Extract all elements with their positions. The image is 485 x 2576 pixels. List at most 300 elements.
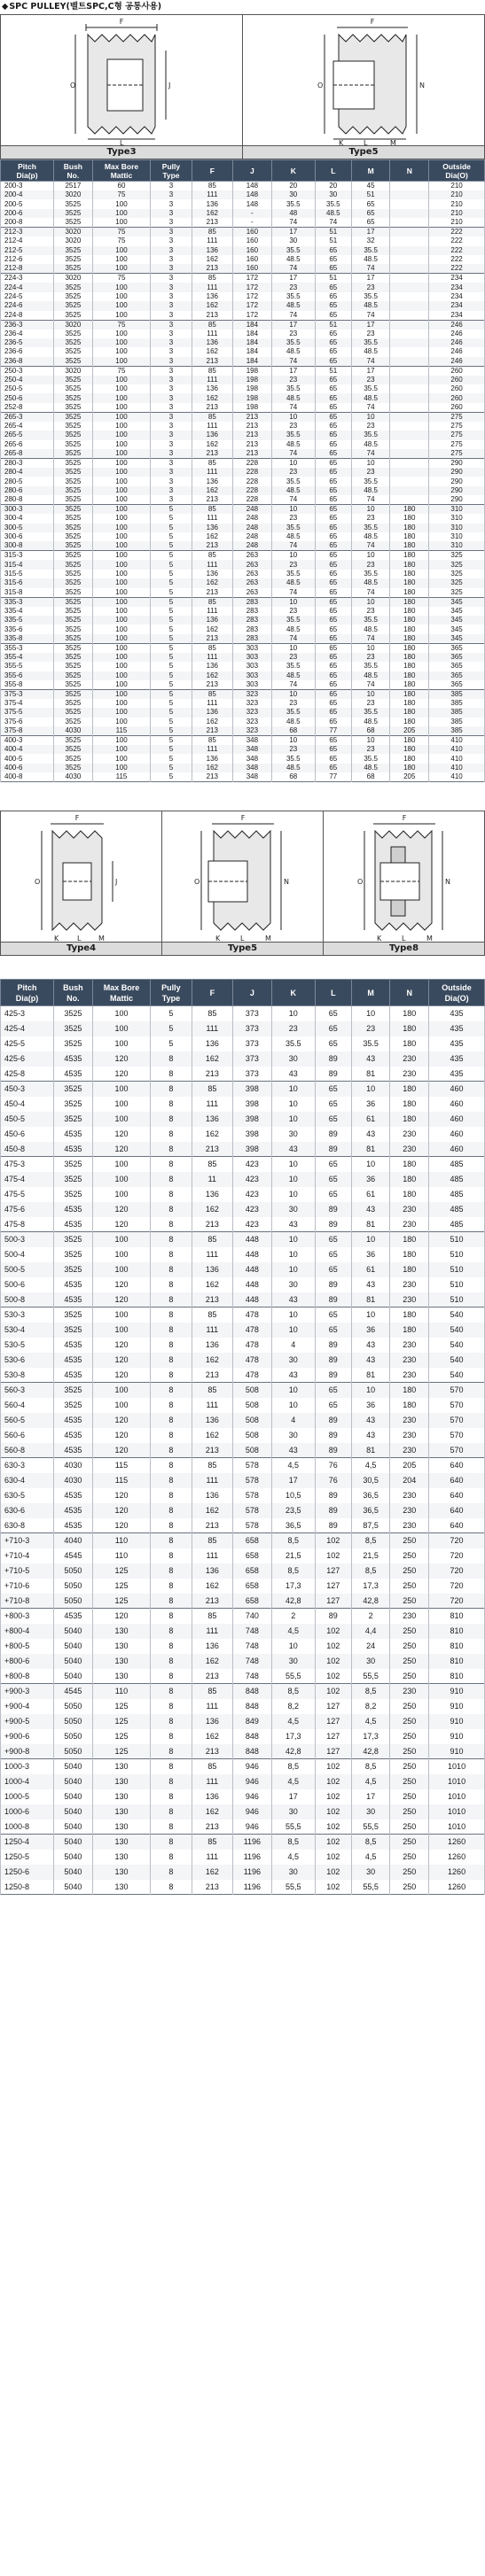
cell-j: 172 bbox=[233, 274, 272, 283]
header-j: J bbox=[233, 980, 272, 1006]
cell-m: 43 bbox=[351, 1338, 390, 1353]
cell-pully-type: 8 bbox=[151, 1699, 192, 1714]
cell-f: 11 bbox=[192, 1172, 232, 1187]
cell-max-bore: 100 bbox=[92, 440, 151, 449]
cell-f: 213 bbox=[192, 1217, 232, 1232]
cell-l: 65 bbox=[315, 486, 351, 495]
cell-j: 578 bbox=[233, 1473, 272, 1488]
cell-outside-dia: 1010 bbox=[429, 1789, 485, 1804]
cell-max-bore: 125 bbox=[92, 1729, 151, 1744]
cell-f: 111 bbox=[192, 1624, 232, 1639]
cell-m: 35.5 bbox=[351, 708, 390, 717]
cell-j: 323 bbox=[233, 689, 272, 699]
cell-n: 180 bbox=[390, 514, 429, 523]
cell-f: 85 bbox=[192, 1383, 232, 1398]
cell-outside-dia: 485 bbox=[429, 1202, 485, 1217]
cell-pitch-dia: 375-4 bbox=[1, 699, 54, 708]
cell-f: 111 bbox=[192, 560, 232, 569]
cell-m: 17 bbox=[351, 320, 390, 330]
cell-bush-no: 3525 bbox=[54, 754, 93, 763]
cell-j: 160 bbox=[233, 237, 272, 245]
cell-pitch-dia: 375-3 bbox=[1, 689, 54, 699]
cell-bush-no: 3525 bbox=[54, 671, 93, 680]
cell-j: 748 bbox=[233, 1669, 272, 1684]
cell-n: 180 bbox=[390, 1021, 429, 1036]
cell-m: 35.5 bbox=[351, 246, 390, 255]
cell-l: 65 bbox=[315, 616, 351, 625]
pulley-drawing-type4 bbox=[15, 811, 148, 943]
cell-j: 1196 bbox=[233, 1865, 272, 1880]
cell-pitch-dia: 236-8 bbox=[1, 357, 54, 367]
cell-n bbox=[390, 264, 429, 274]
table-row bbox=[1, 292, 485, 301]
cell-k: 48.5 bbox=[271, 578, 315, 587]
cell-max-bore: 100 bbox=[92, 643, 151, 653]
cell-outside-dia: 260 bbox=[429, 376, 485, 384]
cell-pully-type: 3 bbox=[151, 311, 192, 321]
cell-n bbox=[390, 440, 429, 449]
cell-pitch-dia: 212-5 bbox=[1, 246, 54, 255]
type8-diagram bbox=[324, 811, 484, 942]
cell-m: 23 bbox=[351, 283, 390, 291]
cell-outside-dia: 365 bbox=[429, 671, 485, 680]
cell-m: 35.5 bbox=[351, 570, 390, 578]
cell-pully-type: 3 bbox=[151, 393, 192, 402]
cell-j: 848 bbox=[233, 1699, 272, 1714]
cell-l: 77 bbox=[315, 772, 351, 782]
cell-pitch-dia: 355-3 bbox=[1, 643, 54, 653]
cell-outside-dia: 365 bbox=[429, 653, 485, 662]
header-f: F bbox=[192, 160, 232, 182]
cell-bush-no: 4030 bbox=[54, 772, 93, 782]
cell-n: 230 bbox=[390, 1443, 429, 1458]
cell-k: 4,5 bbox=[271, 1714, 315, 1729]
cell-outside-dia: 290 bbox=[429, 486, 485, 495]
cell-bush-no: 3020 bbox=[54, 320, 93, 330]
cell-bush-no: 3525 bbox=[54, 643, 93, 653]
cell-f: 111 bbox=[192, 468, 232, 477]
cell-k: 74 bbox=[271, 680, 315, 690]
cell-f: 85 bbox=[192, 228, 232, 237]
cell-pitch-dia: 250-3 bbox=[1, 366, 54, 376]
cell-pitch-dia: 335-6 bbox=[1, 625, 54, 633]
table-header bbox=[1, 160, 485, 182]
cell-m: 43 bbox=[351, 1353, 390, 1368]
cell-outside-dia: 540 bbox=[429, 1338, 485, 1353]
table-row bbox=[1, 643, 485, 653]
cell-m: 2 bbox=[351, 1609, 390, 1624]
type-label: Type3 bbox=[1, 146, 243, 159]
cell-outside-dia: 460 bbox=[429, 1082, 485, 1097]
table-row bbox=[1, 1654, 485, 1669]
table-row bbox=[1, 1533, 485, 1548]
cell-outside-dia: 640 bbox=[429, 1503, 485, 1518]
cell-n: 180 bbox=[390, 578, 429, 587]
cell-l: 65 bbox=[315, 1383, 351, 1398]
cell-l: 65 bbox=[315, 671, 351, 680]
cell-bush-no: 4535 bbox=[54, 1051, 93, 1067]
cell-bush-no: 3525 bbox=[54, 393, 93, 402]
cell-bush-no: 3525 bbox=[54, 440, 93, 449]
cell-bush-no: 3525 bbox=[54, 218, 93, 228]
cell-pully-type: 8 bbox=[151, 1458, 192, 1473]
cell-m: 74 bbox=[351, 357, 390, 367]
cell-f: 136 bbox=[192, 246, 232, 255]
cell-bush-no: 3525 bbox=[54, 1307, 93, 1323]
cell-pully-type: 3 bbox=[151, 412, 192, 422]
cell-pully-type: 3 bbox=[151, 376, 192, 384]
cell-n bbox=[390, 384, 429, 393]
cell-bush-no: 3525 bbox=[54, 486, 93, 495]
cell-pitch-dia: 530-5 bbox=[1, 1338, 54, 1353]
cell-j: 448 bbox=[233, 1277, 272, 1292]
bullet-icon: ◆ bbox=[2, 2, 9, 12]
cell-f: 136 bbox=[192, 1262, 232, 1277]
cell-m: 48.5 bbox=[351, 255, 390, 264]
cell-k: 68 bbox=[271, 726, 315, 736]
cell-outside-dia: 435 bbox=[429, 1067, 485, 1082]
cell-pully-type: 8 bbox=[151, 1579, 192, 1594]
cell-m: 4,5 bbox=[351, 1458, 390, 1473]
cell-bush-no: 4535 bbox=[54, 1443, 93, 1458]
cell-k: 35.5 bbox=[271, 431, 315, 439]
cell-outside-dia: 365 bbox=[429, 643, 485, 653]
cell-max-bore: 100 bbox=[92, 338, 151, 347]
cell-max-bore: 100 bbox=[92, 218, 151, 228]
cell-n: 205 bbox=[390, 1458, 429, 1473]
label-K: K bbox=[376, 935, 381, 943]
cell-pully-type: 8 bbox=[151, 1684, 192, 1699]
cell-f: 136 bbox=[192, 754, 232, 763]
header-pitch-dia: Pitch Dia(p) bbox=[1, 980, 54, 1006]
cell-f: 85 bbox=[192, 1759, 232, 1774]
cell-max-bore: 75 bbox=[92, 366, 151, 376]
cell-pully-type: 3 bbox=[151, 357, 192, 367]
cell-outside-dia: 385 bbox=[429, 718, 485, 726]
cell-k: 55,5 bbox=[271, 1669, 315, 1684]
cell-k: 10 bbox=[271, 1097, 315, 1112]
cell-n: 180 bbox=[390, 1247, 429, 1262]
cell-pitch-dia: +900-5 bbox=[1, 1714, 54, 1729]
cell-j: 283 bbox=[233, 625, 272, 633]
cell-pitch-dia: 1000-4 bbox=[1, 1774, 54, 1789]
cell-l: 102 bbox=[315, 1669, 351, 1684]
cell-pully-type: 3 bbox=[151, 422, 192, 431]
cell-n: 250 bbox=[390, 1533, 429, 1548]
cell-j: 160 bbox=[233, 228, 272, 237]
cell-pitch-dia: 300-3 bbox=[1, 505, 54, 515]
cell-bush-no: 3525 bbox=[54, 524, 93, 532]
cell-l: 89 bbox=[315, 1217, 351, 1232]
cell-k: 35.5 bbox=[271, 246, 315, 255]
cell-j: 323 bbox=[233, 718, 272, 726]
cell-pully-type: 8 bbox=[151, 1051, 192, 1067]
cell-outside-dia: 910 bbox=[429, 1729, 485, 1744]
cell-m: 74 bbox=[351, 588, 390, 598]
cell-bush-no: 3525 bbox=[54, 588, 93, 598]
cell-pitch-dia: 280-5 bbox=[1, 477, 54, 485]
cell-pully-type: 5 bbox=[151, 1036, 192, 1051]
cell-bush-no: 3525 bbox=[54, 662, 93, 671]
cell-n: 180 bbox=[390, 689, 429, 699]
cell-max-bore: 100 bbox=[92, 514, 151, 523]
cell-pitch-dia: 450-8 bbox=[1, 1142, 54, 1157]
cell-k: 23 bbox=[271, 283, 315, 291]
cell-outside-dia: 435 bbox=[429, 1021, 485, 1036]
cell-j: 423 bbox=[233, 1217, 272, 1232]
cell-outside-dia: 290 bbox=[429, 495, 485, 505]
cell-j: 373 bbox=[233, 1006, 272, 1021]
cell-k: 10 bbox=[271, 1082, 315, 1097]
table-row bbox=[1, 1684, 485, 1699]
cell-k: 30 bbox=[271, 1804, 315, 1819]
cell-pully-type: 8 bbox=[151, 1172, 192, 1187]
cell-l: 65 bbox=[315, 505, 351, 515]
cell-pully-type: 8 bbox=[151, 1624, 192, 1639]
cell-f: 85 bbox=[192, 274, 232, 283]
cell-k: 35.5 bbox=[271, 199, 315, 208]
cell-max-bore: 100 bbox=[92, 1323, 151, 1338]
table-header bbox=[1, 980, 485, 1006]
cell-n: 180 bbox=[390, 718, 429, 726]
cell-n: 205 bbox=[390, 726, 429, 736]
cell-pitch-dia: 1000-3 bbox=[1, 1759, 54, 1774]
cell-n: 230 bbox=[390, 1067, 429, 1082]
cell-pully-type: 8 bbox=[151, 1639, 192, 1654]
cell-max-bore: 120 bbox=[92, 1127, 151, 1142]
header-bush-no: Bush No. bbox=[54, 980, 93, 1006]
cell-l: 89 bbox=[315, 1609, 351, 1624]
cell-bush-no: 3525 bbox=[54, 459, 93, 469]
cell-n: 250 bbox=[390, 1819, 429, 1835]
table-row bbox=[1, 662, 485, 671]
cell-pitch-dia: 630-4 bbox=[1, 1473, 54, 1488]
cell-pitch-dia: 224-5 bbox=[1, 292, 54, 301]
cell-m: 23 bbox=[351, 422, 390, 431]
table-row bbox=[1, 393, 485, 402]
cell-max-bore: 60 bbox=[92, 182, 151, 191]
table-row bbox=[1, 1835, 485, 1850]
cell-k: 8,5 bbox=[271, 1533, 315, 1548]
cell-m: 8,5 bbox=[351, 1563, 390, 1579]
cell-pitch-dia: +900-8 bbox=[1, 1744, 54, 1759]
cell-l: 65 bbox=[315, 384, 351, 393]
cell-n: 230 bbox=[390, 1413, 429, 1428]
cell-pully-type: 3 bbox=[151, 440, 192, 449]
cell-n: 230 bbox=[390, 1277, 429, 1292]
cell-m: 48.5 bbox=[351, 625, 390, 633]
cell-j: 448 bbox=[233, 1232, 272, 1247]
cell-m: 42,8 bbox=[351, 1744, 390, 1759]
cell-max-bore: 75 bbox=[92, 320, 151, 330]
table-row bbox=[1, 449, 485, 459]
cell-j: 423 bbox=[233, 1157, 272, 1172]
cell-k: 21,5 bbox=[271, 1548, 315, 1563]
cell-m: 8,5 bbox=[351, 1533, 390, 1548]
cell-m: 48.5 bbox=[351, 347, 390, 356]
cell-pitch-dia: 500-5 bbox=[1, 1262, 54, 1277]
header-bush-no: Bush No. bbox=[54, 160, 93, 182]
header-max-bore: Max Bore Mattic bbox=[92, 160, 151, 182]
cell-n bbox=[390, 376, 429, 384]
cell-f: 111 bbox=[192, 745, 232, 754]
cell-bush-no: 3525 bbox=[54, 347, 93, 356]
cell-bush-no: 5040 bbox=[54, 1654, 93, 1669]
cell-n: 180 bbox=[390, 1097, 429, 1112]
label-J: J bbox=[114, 878, 117, 887]
cell-outside-dia: 410 bbox=[429, 764, 485, 772]
cell-n: 180 bbox=[390, 551, 429, 561]
header-outside-dia: Outside Dia(O) bbox=[429, 160, 485, 182]
cell-pully-type: 8 bbox=[151, 1353, 192, 1368]
pulley-drawing-type3 bbox=[33, 15, 210, 146]
cell-k: 30 bbox=[271, 1127, 315, 1142]
cell-bush-no: 3525 bbox=[54, 1097, 93, 1112]
cell-l: 76 bbox=[315, 1458, 351, 1473]
table-row bbox=[1, 376, 485, 384]
cell-pully-type: 5 bbox=[151, 541, 192, 551]
cell-pully-type: 5 bbox=[151, 551, 192, 561]
cell-k: 74 bbox=[271, 264, 315, 274]
cell-f: 85 bbox=[192, 1006, 232, 1021]
cell-f: 136 bbox=[192, 1639, 232, 1654]
cell-l: 102 bbox=[315, 1624, 351, 1639]
cell-max-bore: 100 bbox=[92, 459, 151, 469]
cell-k: 74 bbox=[271, 588, 315, 598]
cell-l: 102 bbox=[315, 1819, 351, 1835]
cell-l: 65 bbox=[315, 1232, 351, 1247]
cell-k: 17,3 bbox=[271, 1729, 315, 1744]
cell-l: 65 bbox=[315, 643, 351, 653]
cell-m: 43 bbox=[351, 1413, 390, 1428]
cell-pitch-dia: 425-6 bbox=[1, 1051, 54, 1067]
cell-j: 228 bbox=[233, 477, 272, 485]
cell-outside-dia: 385 bbox=[429, 726, 485, 736]
cell-outside-dia: 485 bbox=[429, 1172, 485, 1187]
cell-pitch-dia: 560-6 bbox=[1, 1428, 54, 1443]
table-row bbox=[1, 1142, 485, 1157]
cell-j: 303 bbox=[233, 653, 272, 662]
cell-f: 213 bbox=[192, 264, 232, 274]
table-row bbox=[1, 274, 485, 283]
cell-pully-type: 8 bbox=[151, 1157, 192, 1172]
cell-pully-type: 8 bbox=[151, 1142, 192, 1157]
cell-pully-type: 8 bbox=[151, 1127, 192, 1142]
cell-outside-dia: 310 bbox=[429, 541, 485, 551]
cell-m: 17 bbox=[351, 1789, 390, 1804]
cell-max-bore: 110 bbox=[92, 1548, 151, 1563]
cell-l: 65 bbox=[315, 330, 351, 338]
top-type-labels bbox=[0, 145, 485, 159]
cell-max-bore: 120 bbox=[92, 1277, 151, 1292]
cell-pully-type: 5 bbox=[151, 699, 192, 708]
cell-l: 89 bbox=[315, 1127, 351, 1142]
cell-k: 2 bbox=[271, 1609, 315, 1624]
cell-pully-type: 8 bbox=[151, 1247, 192, 1262]
cell-k: 74 bbox=[271, 311, 315, 321]
cell-pitch-dia: 475-4 bbox=[1, 1172, 54, 1187]
cell-l: 65 bbox=[315, 736, 351, 746]
cell-j: 323 bbox=[233, 708, 272, 717]
cell-n: 250 bbox=[390, 1654, 429, 1669]
cell-outside-dia: 365 bbox=[429, 680, 485, 690]
cell-outside-dia: 410 bbox=[429, 736, 485, 746]
cell-n bbox=[390, 199, 429, 208]
cell-n: 180 bbox=[390, 1262, 429, 1277]
cell-bush-no: 5040 bbox=[54, 1759, 93, 1774]
cell-pitch-dia: 560-5 bbox=[1, 1413, 54, 1428]
cell-l: 127 bbox=[315, 1744, 351, 1759]
table-row bbox=[1, 366, 485, 376]
cell-f: 162 bbox=[192, 764, 232, 772]
cell-f: 111 bbox=[192, 514, 232, 523]
cell-max-bore: 100 bbox=[92, 560, 151, 569]
cell-bush-no: 4030 bbox=[54, 1473, 93, 1488]
label-N: N bbox=[444, 878, 450, 887]
cell-f: 162 bbox=[192, 301, 232, 310]
cell-f: 111 bbox=[192, 699, 232, 708]
cell-n bbox=[390, 190, 429, 199]
cell-max-bore: 100 bbox=[92, 754, 151, 763]
cell-n: 230 bbox=[390, 1518, 429, 1533]
table-row bbox=[1, 1067, 485, 1082]
cell-l: 51 bbox=[315, 237, 351, 245]
cell-l: 89 bbox=[315, 1292, 351, 1307]
cell-n: 204 bbox=[390, 1473, 429, 1488]
cell-f: 213 bbox=[192, 541, 232, 551]
table-row bbox=[1, 330, 485, 338]
table-row bbox=[1, 689, 485, 699]
cell-f: 162 bbox=[192, 532, 232, 541]
cell-k: 48.5 bbox=[271, 347, 315, 356]
cell-pully-type: 5 bbox=[151, 560, 192, 569]
cell-m: 10 bbox=[351, 1232, 390, 1247]
cell-f: 213 bbox=[192, 588, 232, 598]
cell-l: 102 bbox=[315, 1835, 351, 1850]
cell-n: 250 bbox=[390, 1714, 429, 1729]
cell-j: 398 bbox=[233, 1097, 272, 1112]
cell-l: 127 bbox=[315, 1563, 351, 1579]
cell-bush-no: 3525 bbox=[54, 403, 93, 413]
cell-m: 51 bbox=[351, 190, 390, 199]
table-row bbox=[1, 1548, 485, 1563]
cell-max-bore: 100 bbox=[92, 625, 151, 633]
cell-l: 89 bbox=[315, 1443, 351, 1458]
cell-pitch-dia: 200-6 bbox=[1, 209, 54, 218]
cell-n: 180 bbox=[390, 1006, 429, 1021]
cell-k: 17 bbox=[271, 320, 315, 330]
cell-f: 213 bbox=[192, 680, 232, 690]
cell-pitch-dia: 560-4 bbox=[1, 1398, 54, 1413]
cell-f: 136 bbox=[192, 1036, 232, 1051]
cell-j: 184 bbox=[233, 338, 272, 347]
cell-max-bore: 100 bbox=[92, 255, 151, 264]
cell-max-bore: 120 bbox=[92, 1428, 151, 1443]
cell-pully-type: 5 bbox=[151, 689, 192, 699]
spec-table-1 bbox=[0, 159, 485, 782]
cell-bush-no: 3525 bbox=[54, 301, 93, 310]
cell-pitch-dia: +800-5 bbox=[1, 1639, 54, 1654]
cell-j: 303 bbox=[233, 662, 272, 671]
cell-f: 136 bbox=[192, 1488, 232, 1503]
table-row bbox=[1, 772, 485, 782]
label-F: F bbox=[370, 18, 375, 26]
cell-m: 36 bbox=[351, 1247, 390, 1262]
cell-outside-dia: 260 bbox=[429, 393, 485, 402]
cell-n: 180 bbox=[390, 1036, 429, 1051]
cell-k: 17 bbox=[271, 228, 315, 237]
label-O: O bbox=[193, 878, 199, 887]
